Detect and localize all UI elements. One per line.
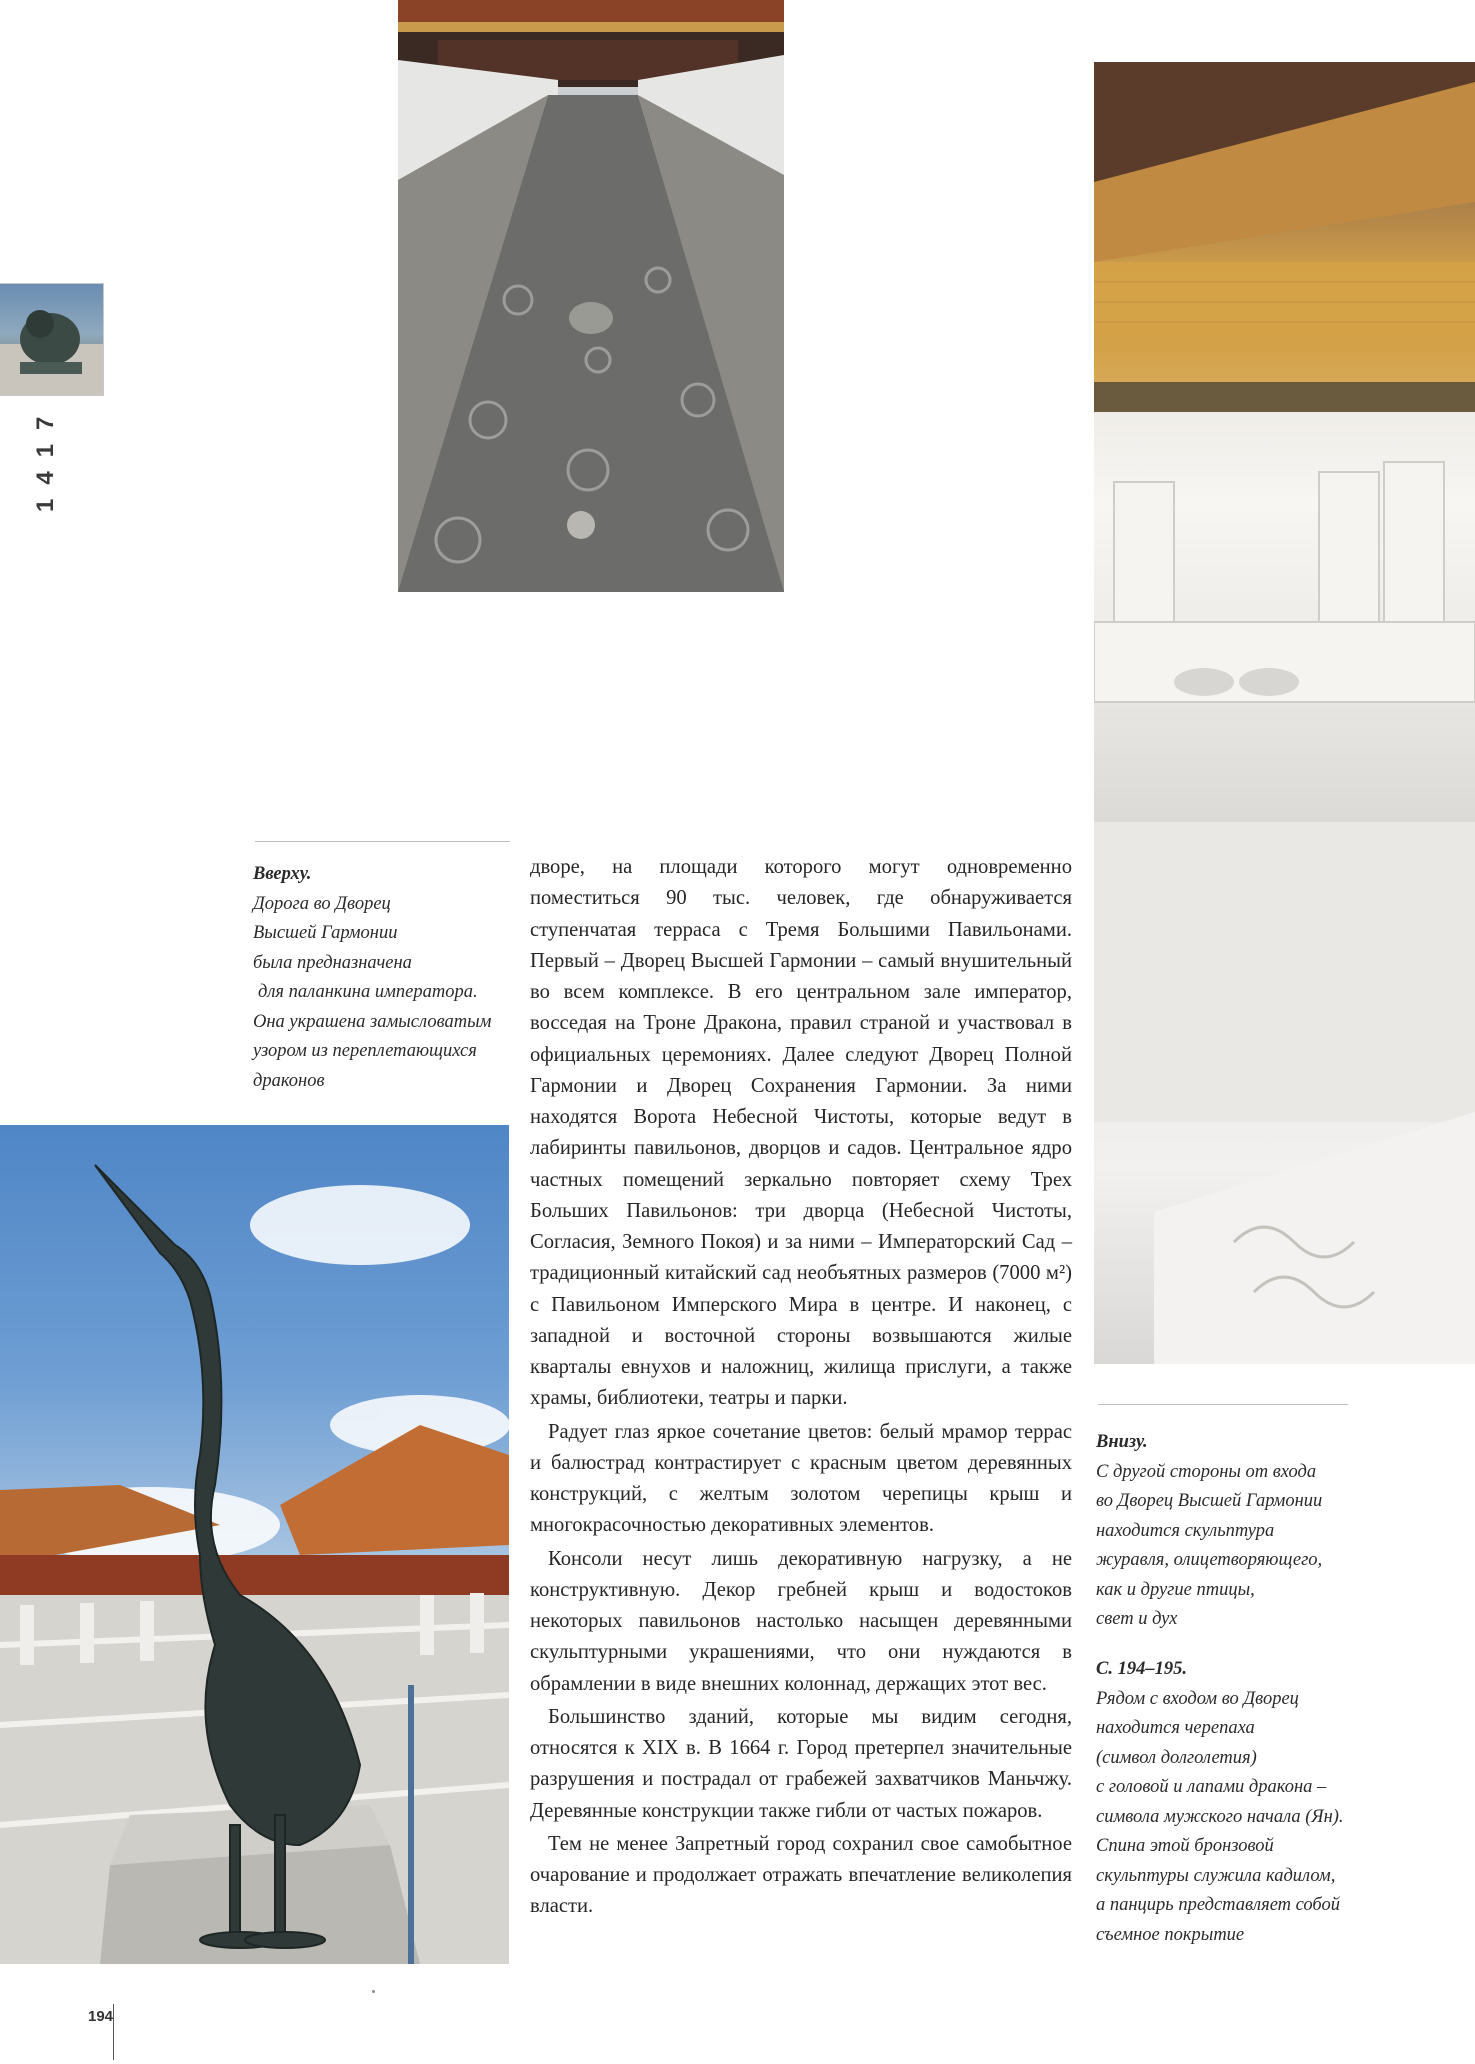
caption-bottom-line: во Дворец Высшей Гармонии — [1096, 1491, 1323, 1511]
caption-bottom-line: как и другие птицы, — [1096, 1579, 1255, 1600]
caption-pages-line: символа мужского начала (Ян). — [1096, 1806, 1344, 1827]
body-paragraph: Консоли несут лишь декоративную нагрузку, а не конструктивную. Декор гребней крыш и водостоков некоторых павильонов настолько насыщен деревянными скульптурными украшениями, что они нуждаются в обрамлении в виде внешних колоннад, держащих этот вес. — [530, 1547, 1072, 1695]
caption-bottom-rule — [1098, 1404, 1348, 1405]
caption-pages-line: а панцирь представляет собой — [1096, 1895, 1340, 1915]
caption-bottom-line: С другой стороны от входа — [1096, 1461, 1317, 1482]
caption-pages-title: С. 194–195. — [1096, 1659, 1187, 1679]
photo-crane — [0, 1125, 509, 1964]
photo-marble-balustrade — [1094, 62, 1475, 1364]
caption-top-line: Высшей Гармонии — [253, 923, 398, 943]
caption-pages-line: скульптуры служила кадилом, — [1096, 1865, 1336, 1886]
caption-pages-line: съемное покрытие — [1096, 1924, 1245, 1945]
page-number-rule — [113, 2004, 114, 2060]
caption-bottom-line: журавля, олицетворяющего, — [1096, 1550, 1323, 1570]
caption-bottom-line: свет и дух — [1096, 1609, 1178, 1629]
body-paragraph: Радует глаз яркое сочетание цветов: белый мрамор террас и балюстрад контрастирует с красным цветом деревянных конструкций, с желтым золотом черепицы крыш и многокрасочностью декоративных элементов. — [530, 1420, 1072, 1537]
photo-lion — [0, 284, 103, 395]
caption-top-line: драконов — [253, 1070, 325, 1091]
caption-pages-line: с головой и лапами дракона – — [1096, 1777, 1327, 1797]
caption-top-line: Дорога во Дворец — [253, 893, 391, 914]
caption-pages-line: находится черепаха — [1096, 1718, 1255, 1738]
caption-top-title: Вверху. — [253, 864, 312, 884]
caption-top-line: для паланкина императора. — [258, 982, 478, 1002]
caption-pages-line: Рядом с входом во Дворец — [1096, 1688, 1299, 1709]
caption-pages-line: (символ долголетия) — [1096, 1747, 1257, 1768]
caption-top-line: Она украшена замысловатым — [253, 1011, 492, 1032]
caption-bottom-title: Внизу. — [1096, 1432, 1148, 1452]
body-paragraph: дворе, на площади которого могут одновременно поместиться 90 тыс. человек, где обнаруживается ступенчатая терраса с Тремя Большими Павильонами. Первый – Дворец Высшей Гармонии – самый внушительный во всем комплексе. В его центральном зале император, восседая на Троне Дракона, правил страной и участвовал в официальных церемониях. Далее следуют Дворец Полной Гармонии и Дворец Сохранения Гармонии. За ними находятся Ворота Небесной Чистоты, которые ведут в лабиринты павильонов, дворцов и садов. Центральное ядро частных помещений зеркально повторяет схему Трех Больших Павильонов: три дворца (Небесной Чистоты, Согласия, Земного Покоя) и за ними – Императорский Сад – традиционный китайский сад необъятных размеров (7000 м²) с Павильоном Имперского Мира в центре. И наконец, с западной и восточной стороны возвышаются жилые кварталы евнухов и наложниц, жилища прислуги, а также храмы, библиотеки, театры и парки. — [530, 856, 1072, 1410]
caption-top-rule — [255, 841, 510, 842]
center-mark — [372, 1990, 375, 1993]
side-year: 1417 — [32, 402, 59, 512]
caption-top — [253, 860, 491, 1096]
caption-bottom — [1096, 1428, 1322, 1635]
body-text — [530, 852, 1072, 1925]
caption-bottom-line: находится скульптура — [1096, 1520, 1275, 1541]
caption-pages-line: Спина этой бронзовой — [1096, 1836, 1274, 1856]
body-paragraph: Тем не менее Запретный город сохранил свое самобытное очарование и продолжает отражать впечатление великолепия власти. — [530, 1832, 1072, 1918]
photo-dragon-ramp — [398, 0, 784, 592]
caption-top-line: была предназначена — [253, 952, 412, 973]
caption-pages — [1096, 1655, 1344, 1950]
page-number: 194 — [88, 2008, 114, 2025]
body-paragraph: Большинство зданий, которые мы видим сегодня, относятся к XIX в. В 1664 г. Город претерпел значительные разрушения и пострадал от грабежей захватчиков Маньчжу. Деревянные конструкции также гибли от частых пожаров. — [530, 1705, 1072, 1822]
caption-top-line: узором из переплетающихся — [253, 1041, 477, 1061]
